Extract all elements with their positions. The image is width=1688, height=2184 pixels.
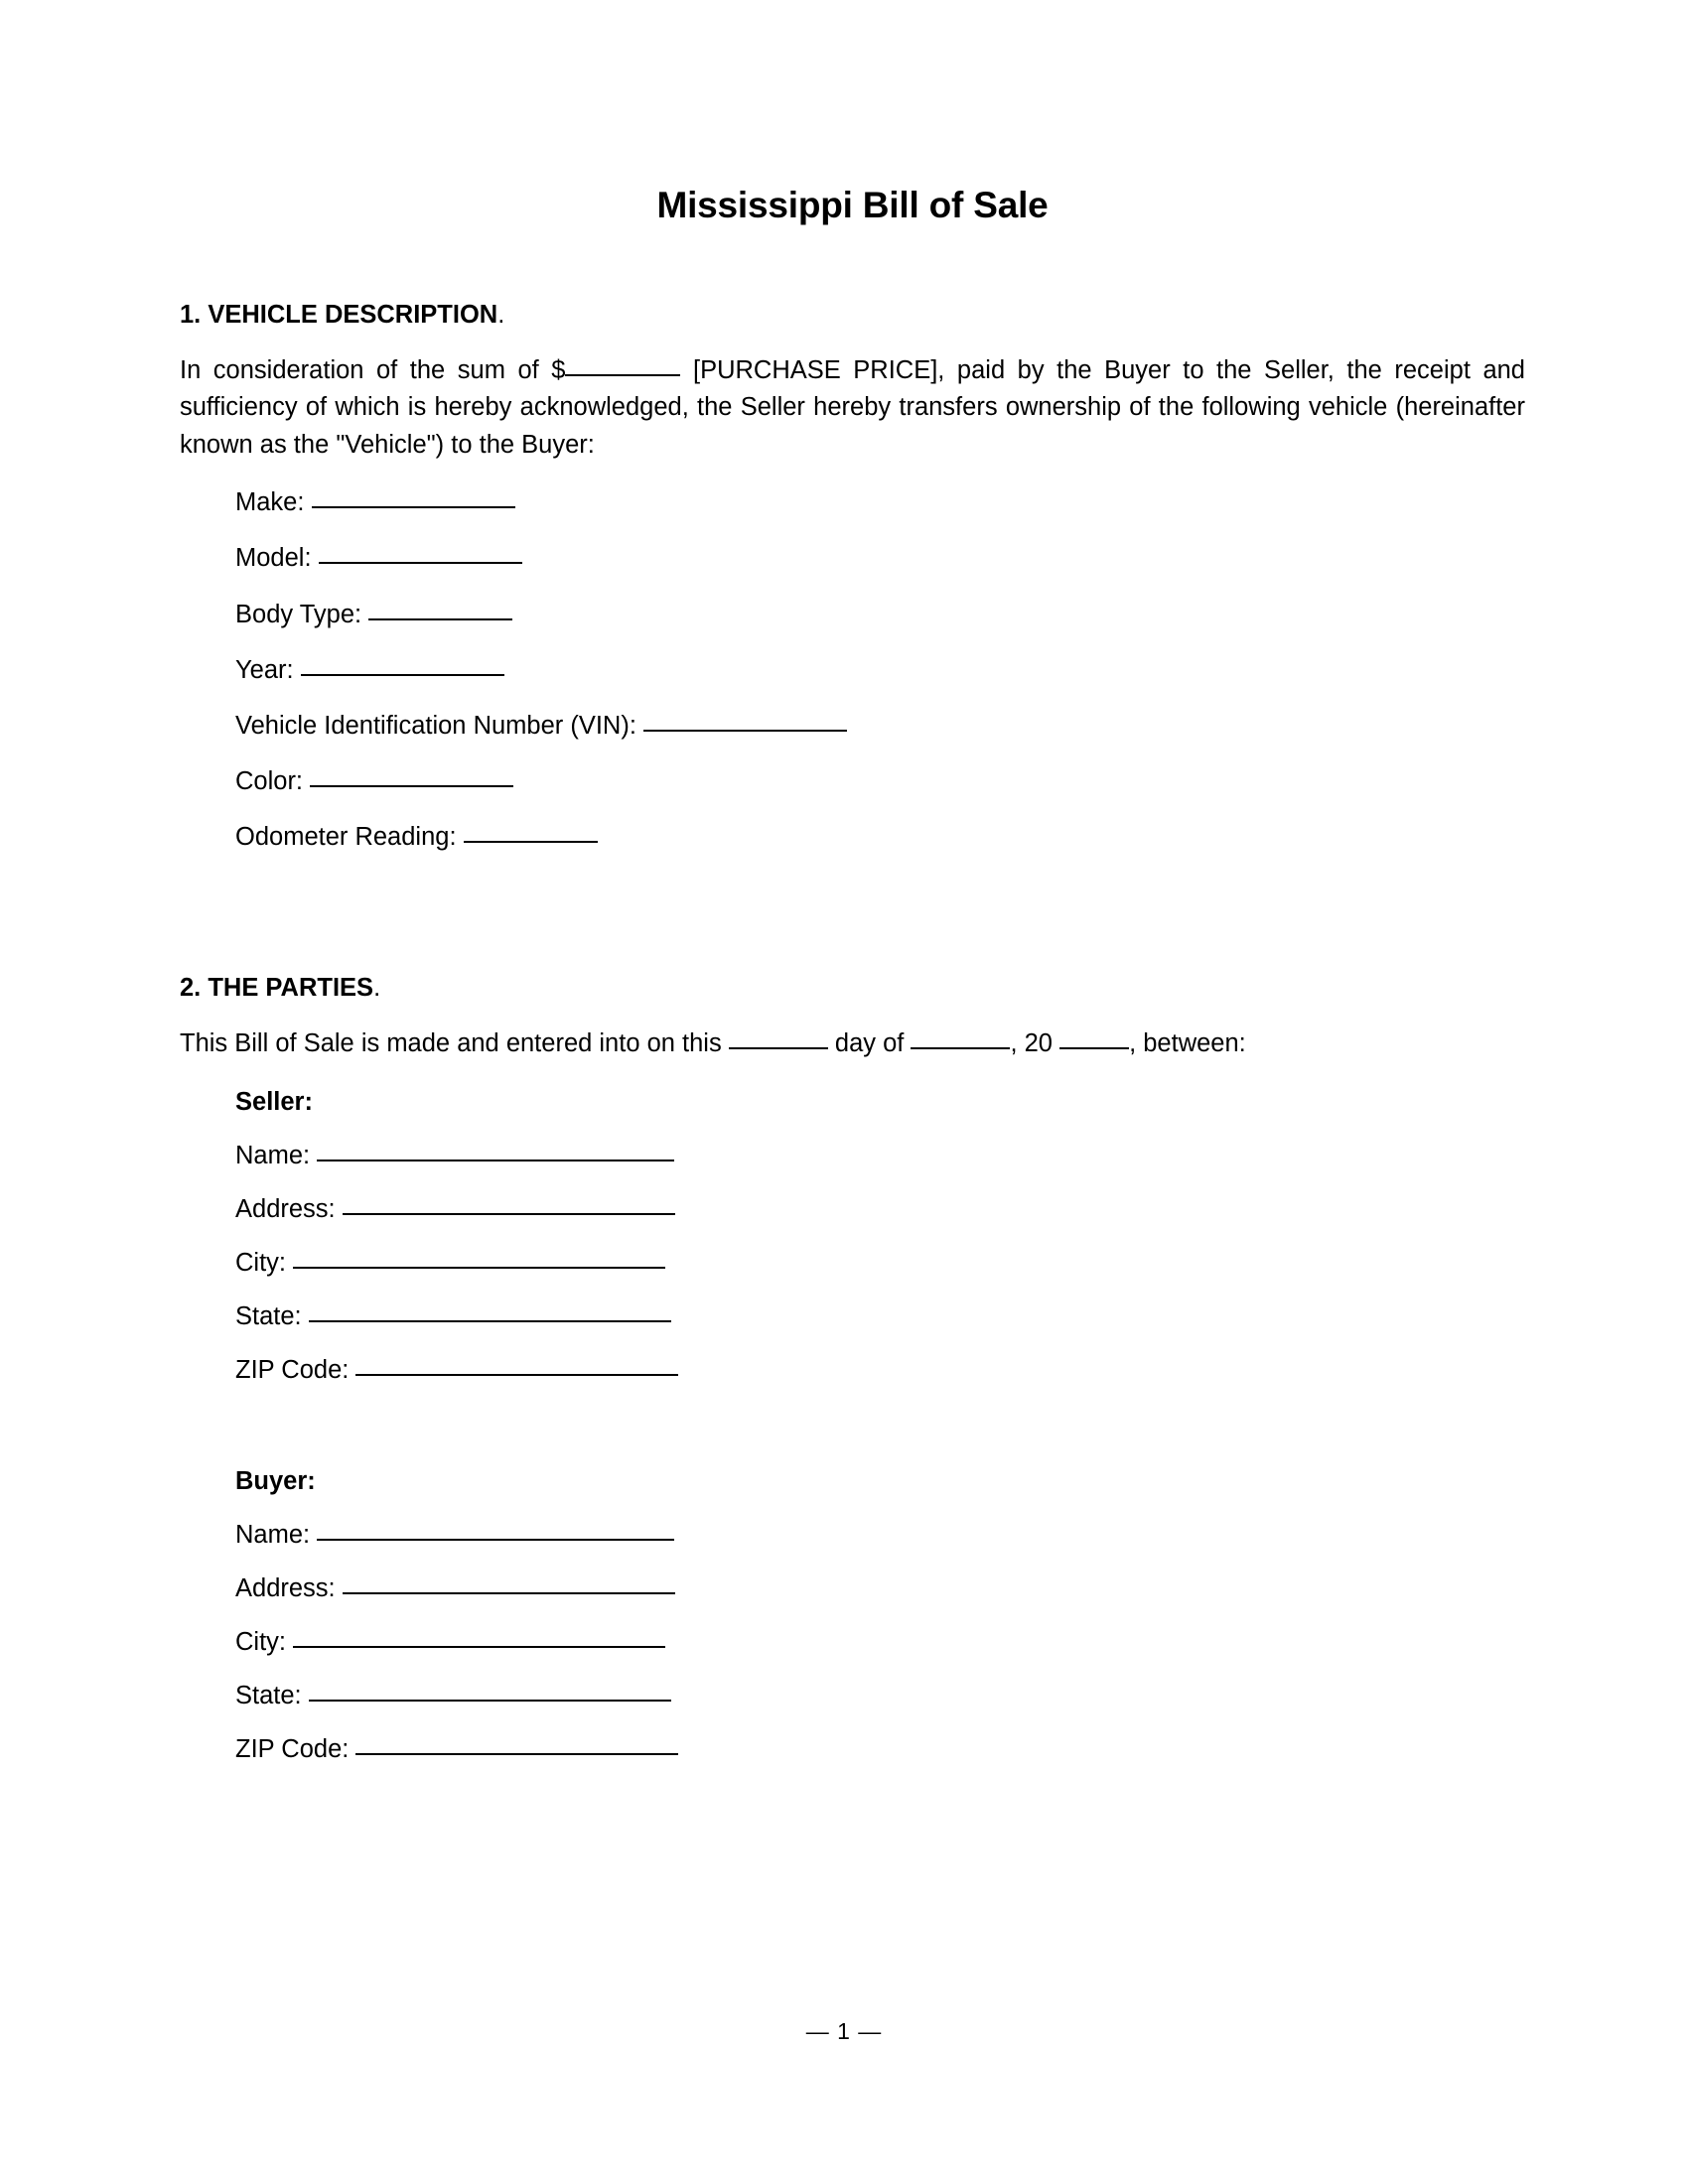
party-spacer [180, 1388, 1525, 1442]
field-label-seller-address: Address: [235, 1194, 336, 1223]
field-blank-color[interactable] [310, 765, 513, 787]
field-row-buyer-state [180, 1659, 1525, 1712]
field-row-year [180, 631, 1525, 687]
field-blank-model[interactable] [319, 542, 522, 564]
seller-fields-list [180, 1119, 1525, 1388]
field-row-seller-address [180, 1172, 1525, 1226]
field-row-buyer-address [180, 1552, 1525, 1605]
field-label-seller-city: City: [235, 1249, 286, 1278]
field-row-seller-name [180, 1119, 1525, 1172]
section-1-title: 1. VEHICLE DESCRIPTION [180, 301, 498, 329]
field-blank-buyer-state[interactable] [309, 1680, 671, 1702]
buyer-label: Buyer: [235, 1466, 316, 1495]
field-blank-buyer-zip[interactable] [355, 1733, 678, 1755]
purchase-price-blank[interactable] [565, 354, 680, 376]
field-row-buyer-zip [180, 1712, 1525, 1766]
field-blank-seller-state[interactable] [309, 1300, 671, 1322]
field-label-odometer: Odometer Reading: [235, 823, 457, 852]
parties-paragraph [180, 1005, 1525, 1062]
field-label-seller-name: Name: [235, 1141, 311, 1169]
field-label-buyer-zip: ZIP Code: [235, 1735, 350, 1764]
field-blank-vin[interactable] [643, 710, 847, 732]
field-label-color: Color: [235, 767, 304, 796]
field-row-buyer-name [180, 1498, 1525, 1552]
field-row-body-type [180, 576, 1525, 631]
section-heading-vehicle-description [180, 226, 1525, 332]
field-label-seller-state: State: [235, 1302, 302, 1331]
parties-text-2: day of [827, 1029, 912, 1058]
field-label-buyer-city: City: [235, 1627, 286, 1656]
section-2-title: 2. THE PARTIES [180, 974, 374, 1003]
field-row-seller-city [180, 1226, 1525, 1280]
parties-text-1: This Bill of Sale is made and entered into on this [180, 1029, 729, 1058]
field-blank-seller-zip[interactable] [355, 1354, 678, 1376]
paragraph-text-after-price-blank: [PURCHASE PRICE], paid by the Buyer to the Seller, the receipt and sufficiency of which is hereby acknowledged, the Seller hereby transfers ownership of the following vehicle (hereinafter known as the "Vehicle") to the Buyer: [180, 355, 1525, 459]
field-blank-buyer-city[interactable] [293, 1626, 665, 1648]
field-label-buyer-address: Address: [235, 1573, 336, 1602]
section-heading-the-parties [180, 899, 1525, 1005]
field-label-model: Model: [235, 544, 312, 573]
field-row-make [180, 464, 1525, 519]
vehicle-fields-list [180, 464, 1525, 854]
buyer-fields-list [180, 1498, 1525, 1767]
field-label-year: Year: [235, 655, 294, 684]
field-label-make: Make: [235, 488, 305, 517]
page-footer: — 1 — [805, 2018, 883, 2044]
vehicle-description-paragraph [180, 332, 1525, 464]
field-row-odometer [180, 798, 1525, 854]
field-blank-seller-address[interactable] [343, 1193, 675, 1215]
field-blank-seller-city[interactable] [293, 1247, 665, 1269]
section-1-period: . [497, 301, 505, 329]
field-label-vin: Vehicle Identification Number (VIN): [235, 711, 636, 740]
field-blank-year[interactable] [301, 654, 504, 676]
field-row-seller-state [180, 1280, 1525, 1333]
day-blank[interactable] [729, 1027, 828, 1049]
field-blank-make[interactable] [312, 486, 515, 508]
field-row-seller-zip [180, 1333, 1525, 1387]
field-row-vin [180, 687, 1525, 743]
parties-text-3: , 20 [1010, 1029, 1060, 1058]
field-blank-seller-name[interactable] [317, 1140, 674, 1161]
field-label-body-type: Body Type: [235, 600, 362, 628]
field-label-seller-zip: ZIP Code: [235, 1356, 350, 1385]
year-blank[interactable] [1059, 1027, 1129, 1049]
page-title: Mississippi Bill of Sale [656, 185, 1049, 225]
document-content [180, 0, 1525, 1766]
field-blank-buyer-address[interactable] [343, 1572, 675, 1594]
paragraph-text-before-price-blank: In consideration of the sum of $ [180, 355, 566, 384]
section-spacer [180, 854, 1525, 899]
field-row-model [180, 519, 1525, 575]
field-label-buyer-name: Name: [235, 1520, 311, 1549]
parties-text-4: , between: [1129, 1029, 1246, 1058]
field-blank-body-type[interactable] [368, 599, 512, 620]
field-row-color [180, 743, 1525, 798]
field-blank-odometer[interactable] [464, 821, 598, 843]
field-label-buyer-state: State: [235, 1682, 302, 1710]
field-blank-buyer-name[interactable] [317, 1519, 674, 1541]
section-2-period: . [373, 974, 381, 1003]
month-blank[interactable] [911, 1027, 1010, 1049]
seller-label: Seller: [235, 1087, 313, 1116]
field-row-buyer-city [180, 1605, 1525, 1659]
